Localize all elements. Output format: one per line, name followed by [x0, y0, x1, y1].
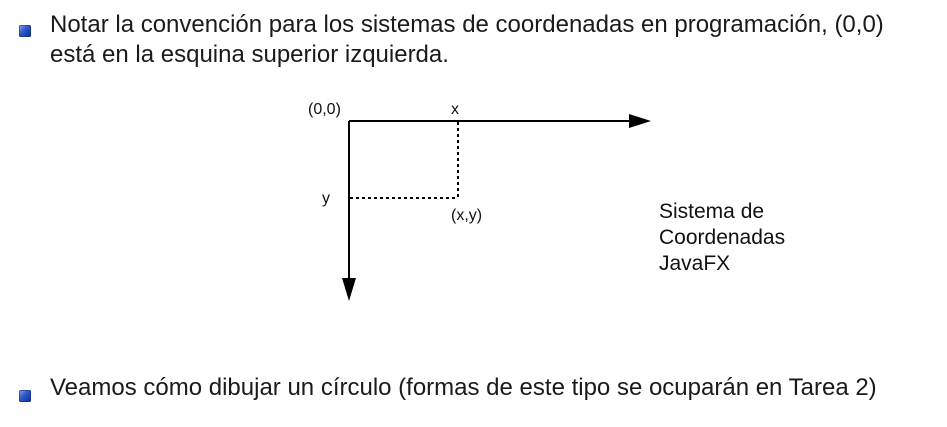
- diagram-caption: [659, 199, 785, 277]
- y-axis-arrowhead: [342, 278, 356, 301]
- bullet-icon: [19, 390, 31, 402]
- bullet-1-line-1: Notar la convención para los sistemas de coordenadas en programación, (0,0): [50, 11, 884, 38]
- point-label: (x,y): [451, 207, 483, 224]
- bullet-1-line-2: está en la esquina superior izquierda.: [50, 41, 449, 68]
- x-label: x: [451, 101, 459, 118]
- origin-label: (0,0): [308, 101, 341, 118]
- bullet-2-line-1: Veamos cómo dibujar un círculo (formas de este tipo se ocuparán en Tarea 2): [50, 374, 877, 401]
- y-label: y: [322, 190, 330, 207]
- bullet-text-2: [50, 373, 877, 403]
- caption-line-1: Sistema de: [659, 200, 765, 223]
- caption-line-2: Coordenadas: [659, 226, 786, 249]
- caption-line-3: JavaFX: [659, 252, 731, 275]
- x-axis-arrowhead: [629, 114, 651, 128]
